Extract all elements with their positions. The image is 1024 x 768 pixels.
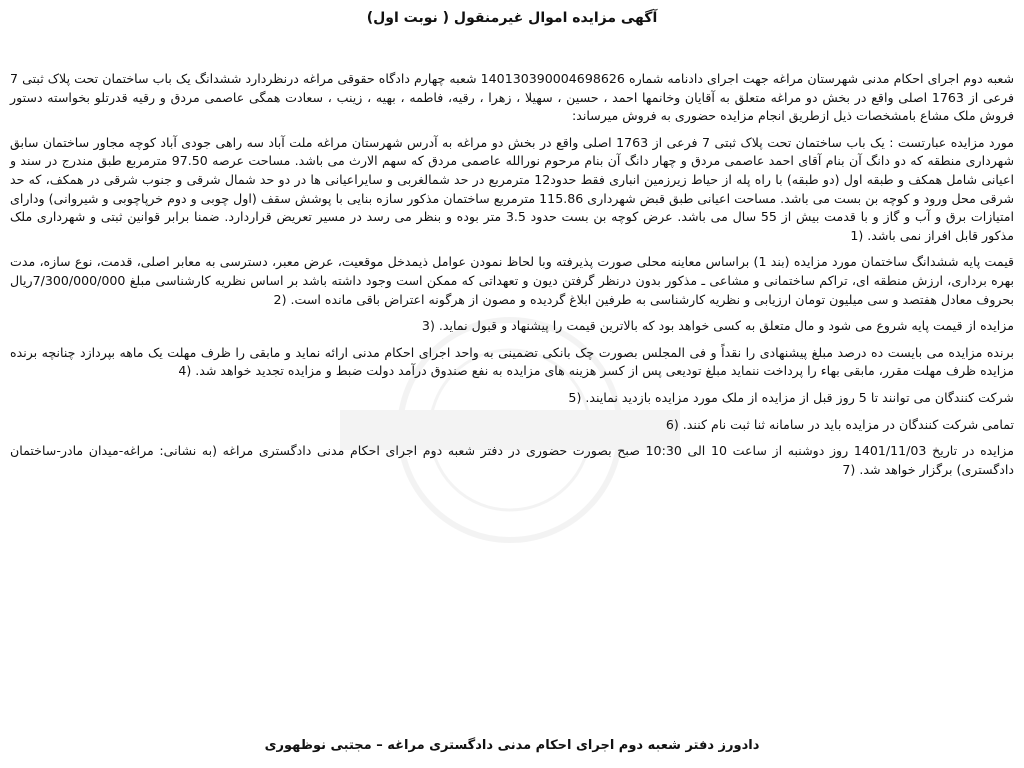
clause-1: مورد مزایده عبارتست : یک باب ساختمان تحت پلاک ثبتی 7 فرعی از 1763 اصلی واقع در بخش دو مراغه به آدرس شهرستان مراغه ملت آباد سه راهی جودی آباد کوچه مجاور ساختمان سابق شهرداری منطقه که دو دانگ آن بنام آقای احمد عاصمی مردق و چهار دانگ آن بنام مرحوم نورالله عاصمی مردق که سهم الارث می باشد. مساحت عرصه 97.50 مترمربع طبق مندرج در سند و اعیانی شامل همکف و طبقه اول (دو طبقه) با راه پله از حیاط زیرزمین انباری فقط حدود12 مترمربع در حد شمالغربی و سایراعیانی ها در دو حد شمال شرقی و جنوب شرقی در همکف، که حد شرقی محل ورود و کوچه بن بست می باشد. مساحت اعیانی طبق قبض شهرداری 115.86 مترمربع ساختمان مذکور سازه بنایی با پوشش سقف (اول چوبی و دوم خرپاچوبی و شیروانی) ودارای امتیازات برق و آب و گاز و با قدمت بیش از 55 سال می باشد. عرض کوچه بن بست حدود 3.5 متر بوده و بنظر می رسد در مسیر تعریض قراردارد. ضمنا برابر قوانین ثبتی و شهرداری ملک مذکور قابل افراز نمی باشد. (1	[10, 134, 1014, 243]
intro-paragraph: شعبه دوم اجرای احکام مدنی شهرستان مراغه جهت اجرای دادنامه شماره 140130390004698626 شعبه چهارم دادگاه حقوقی مراغه درنظردارد ششدانگ یک باب ساختمان تحت پلاک ثبتی 7 فرعی از 1763 اصلی واقع در بخش دو مراغه متعلق به آقایان وخانمها احمد ، حسین ، سهیلا ، زهرا ، رقیه، فاطمه ، بهیه ، زینب ، سعادت همگی عاصمی مردق و رقیه قدرتلو بخواسته دستور فروش ملک مشاع بامشخصات ذیل ازطریق انجام مزایده حضوری به فروش میرساند:	[10, 71, 1014, 124]
signature-line: دادورز دفتر شعبه دوم اجرای احکام مدنی دادگستری مراغه – مجتبی نوظهوری	[264, 738, 760, 753]
clause-3: مزایده از قیمت پایه شروع می شود و مال متعلق به کسی خواهد بود که بالاترین قیمت را پیشنهاد و قبول نماید. (3	[421, 318, 1014, 334]
clause-5: شرکت کنندگان می توانند تا 5 روز قبل از مزایده از ملک مورد مزایده بازدید نمایند. (5	[568, 389, 1014, 405]
clause-2: قیمت پایه ششدانگ ساختمان مورد مزایده (بند 1) براساس معاینه محلی صورت پذیرفته وبا لحاظ نمودن عوامل ذیمدخل موقعیت، عرض معبر، دسترسی به معابر اصلی، قدمت، نوع سازه، مدت بهره برداری، ارزش منطقه ای، تراکم ساختمانی و مشاعی ـ مذکور بدون درنظر گرفتن دیون و تعهداتی که ممکن است وجود داشته باشد بر اساس نظریه کارشناسی مبلغ 7/300/000/000ریال بحروف معادل هفتصد و سی میلیون تومان ارزیابی و نظریه کارشناسی به طرفین ابلاغ گردیده و مصون از هرگونه اعتراض باقی مانده است. (2	[10, 254, 1015, 307]
clause-6: تمامی شرکت کنندگان در مزایده باید در سامانه ثنا ثبت نام کنند. (6	[665, 416, 1014, 432]
clause-4: برنده مزایده می بایست ده درصد مبلغ پیشنهادی را نقداً و فی المجلس بصورت چک بانکی تضمینی به واحد اجرای احکام مدنی ارائه نماید و مابقی را ظرف مهلت یک ماهه بپردازد چنانچه برنده مزایده ظرف مهلت مقرر، مابقی بهاء را پرداخت ننماید مبلغ تودیعی پس از کسر هزینه های مزایده به نفع صندوق درآمد دولت ضبط و مزایده تجدید خواهد شد. (4	[10, 344, 1014, 379]
announcement-body	[10, 70, 1014, 487]
announcement-title: آگهی مزایده اموال غیرمنقول ( نوبت اول)	[366, 10, 658, 26]
clause-7: مزایده در تاریخ 1401/11/03 روز دوشنبه از ساعت 10 الی 10:30 صبح بصورت حضوری در دفتر شعبه دوم اجرای احکام مدنی دادگستری مراغه (به نشانی: مراغه-میدان مادر-ساختمان دادگستری) برگزار خواهد شد. (7	[10, 443, 1014, 477]
